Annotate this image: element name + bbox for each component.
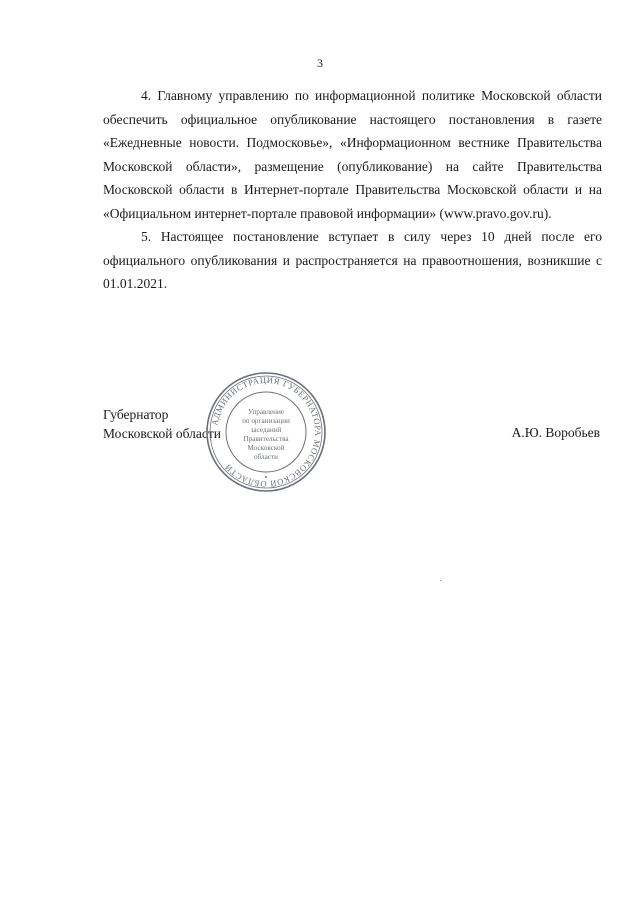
paragraph-4: 4. Главному управлению по информационной политике Московской области обеспечить официальное опубликование настоящего постановления в газете «Ежедневные новости. Подмосковье», «Информационном вестнике Правительства Московской области», размещение (опубликование) на сайте Правительства Московской области в Интернет-портале Правительства Московской области и на «Официальном интернет-портале правовой информации» (www.pravo.gov.ru).: [103, 88, 602, 221]
seal-line-1: Управление: [247, 408, 285, 416]
seal-line-2: по организации: [242, 417, 290, 425]
seal-line-6: области: [253, 453, 279, 461]
seal-ring-text: АДМИНИСТРАЦИЯ ГУБЕРНАТОРА МОСКОВСКОЙ ОБЛАСТИ: [209, 374, 324, 490]
signatory-name: А.Ю. Воробьев: [511, 425, 600, 440]
signature-title-line1: Губернатор: [103, 407, 169, 422]
seal-line-4: Правительства: [243, 435, 289, 443]
official-seal-stamp: [204, 370, 328, 494]
document-body: [103, 84, 602, 296]
seal-star-icon: •: [264, 473, 268, 482]
scan-speck: [440, 580, 441, 581]
paragraph-5: 5. Настоящее постановление вступает в силу через 10 дней после его официального опубликования и распространяется на правоотношения, возникшие с 01.01.2021.: [103, 229, 602, 291]
seal-line-5: Московской: [247, 444, 285, 452]
seal-line-3: заседаний: [250, 426, 282, 434]
page-number: 3: [317, 56, 323, 70]
seal-graphic: [204, 370, 328, 494]
signature-title-line2: Московской области: [103, 426, 222, 441]
